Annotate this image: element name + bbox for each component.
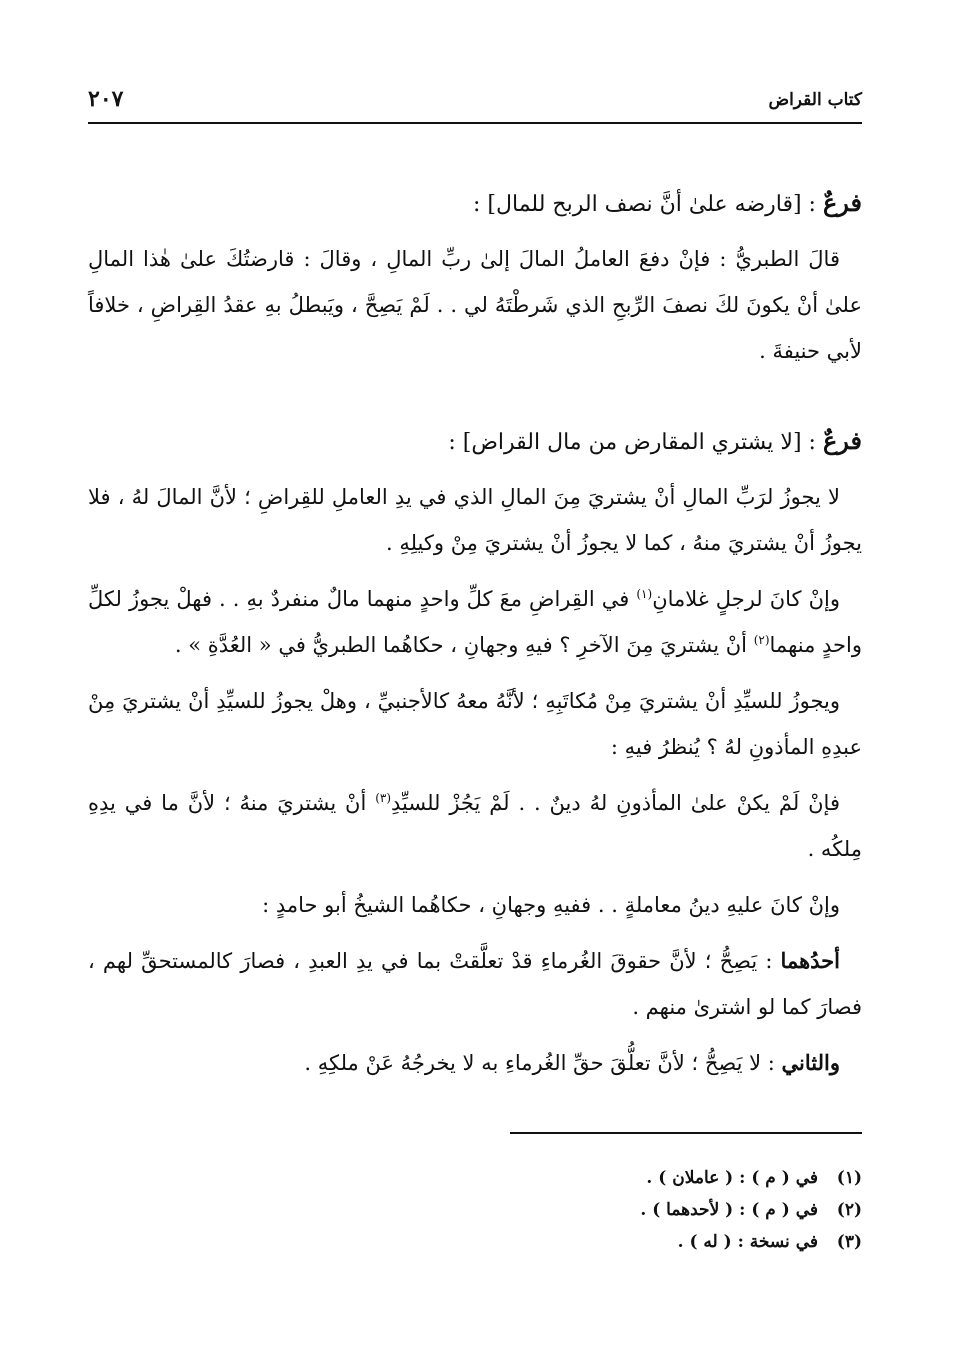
footnote-text: في ( م ) : ( لأحدهما ) . [640, 1200, 818, 1220]
footnote [88, 1162, 862, 1194]
paragraph: قالَ الطبريُّ : فإنْ دفعَ العاملُ المالَ إلىٰ ربِّ المالِ ، وقالَ : قارضتُكَ علىٰ هٰذا المالِ علىٰ أنْ يكونَ لكَ نصفَ الرِّبحِ الذي شَرطْتَهُ لي . . لَمْ يَصِحَّ ، ويَبطلُ بهِ عقدُ القِراضِ ، خلافاً لأبي حنيفةَ . [88, 247, 862, 363]
opinion-label: والثاني [781, 1050, 840, 1075]
paragraph-text: فإنْ لَمْ يكنْ علىٰ المأذونِ لهُ دينٌ . . لَمْ يَجُزْ للسيِّدِ [391, 791, 840, 815]
footnote-divider [510, 1132, 862, 1134]
book-title: كتاب القراض [768, 90, 862, 110]
opinion-label: أحدُهما [780, 948, 840, 973]
footnote-marker: (٣) [375, 791, 392, 805]
section-gap [88, 384, 862, 418]
paragraph: وإنْ كانَ عليهِ دينُ معاملةٍ . . ففيهِ وجهانِ ، حكاهُما الشيخُ أبو حامدٍ : [262, 893, 840, 917]
paragraph [88, 780, 862, 872]
paragraph-text: أنْ يشتريَ منهُ ؛ لأنَّ ما في يدِهِ مِلكُه . [88, 791, 862, 861]
paragraph-text: وإنْ كانَ لرجلٍ غلامانِ [652, 587, 840, 611]
paragraph: لا يجوزُ لرَبِّ المالِ أنْ يشتريَ مِنَ المالِ الذي في يدِ العاملِ للقِراضِ ؛ لأنَّ المالَ لهُ ، فلا يجوزُ أنْ يشتريَ منهُ ، كما لا يجوزُ أنْ يشتريَ مِنْ وكيلِهِ . [88, 485, 862, 555]
footnote-text: في ( م ) : ( عاملان ) . [646, 1168, 818, 1188]
paragraph [88, 938, 862, 1030]
footnotes [88, 1162, 862, 1258]
book-page [88, 0, 862, 1369]
paragraph: ويجوزُ للسيِّدِ أنْ يشتريَ مِنْ مُكاتَبِهِ ؛ لأنَّهُ معهُ كالأجنبيِّ ، وهلْ يجوزُ للسيِّدِ أنْ يشتريَ مِنْ عبدِهِ المأذونِ لهُ ؟ يُنظرُ فيهِ : [88, 689, 862, 759]
section-heading-2 [88, 418, 862, 466]
heading-label: فرعٌ [822, 188, 862, 217]
paragraph-text: : لا يَصِحُّ ؛ لأنَّ تعلُّقَ حقِّ الغُرماءِ به لا يخرجُهُ عَنْ ملكِهِ . [304, 1051, 782, 1075]
footnote [88, 1226, 862, 1258]
footnote-marker: (٢) [753, 633, 770, 647]
paragraph-text: : يَصِحُّ ؛ لأنَّ حقوقَ الغُرماءِ قدْ تعلَّقتْ بما في يدِ العبدِ ، فصارَ كالمستحقِّ لهم ، فصارَ كما لو اشترىٰ منهم . [88, 949, 862, 1019]
heading-text: : [قارضه علىٰ أنَّ نصف الربح للمال] : [473, 192, 823, 217]
footnote-text: في نسخة : ( له ) . [677, 1232, 818, 1252]
heading-text: : [لا يشتري المقارض من مال القراض] : [448, 430, 823, 455]
heading-label: فرعٌ [822, 426, 862, 455]
footnote-number: (٢) [836, 1200, 862, 1220]
running-header [88, 86, 862, 124]
section-heading-1 [88, 180, 862, 228]
paragraph-text: في القِراضِ معَ كلِّ واحدٍ منهما مالٌ منفردٌ بهِ . . فهلْ يجوزُ لكلِّ واحدٍ منهما [88, 587, 862, 657]
page-number: ٢٠٧ [88, 86, 124, 112]
paragraph-text: أنْ يشتريَ مِنَ الآخرِ ؟ فيهِ وجهانِ ، حكاهُما الطبريُّ في « العُدَّةِ » . [174, 633, 754, 657]
body-text [88, 180, 862, 1096]
footnote-number: (١) [836, 1168, 862, 1188]
footnote [88, 1194, 862, 1226]
paragraph [88, 576, 862, 668]
paragraph [88, 1040, 862, 1086]
footnote-marker: (١) [636, 587, 653, 601]
footnote-number: (٣) [836, 1232, 862, 1252]
